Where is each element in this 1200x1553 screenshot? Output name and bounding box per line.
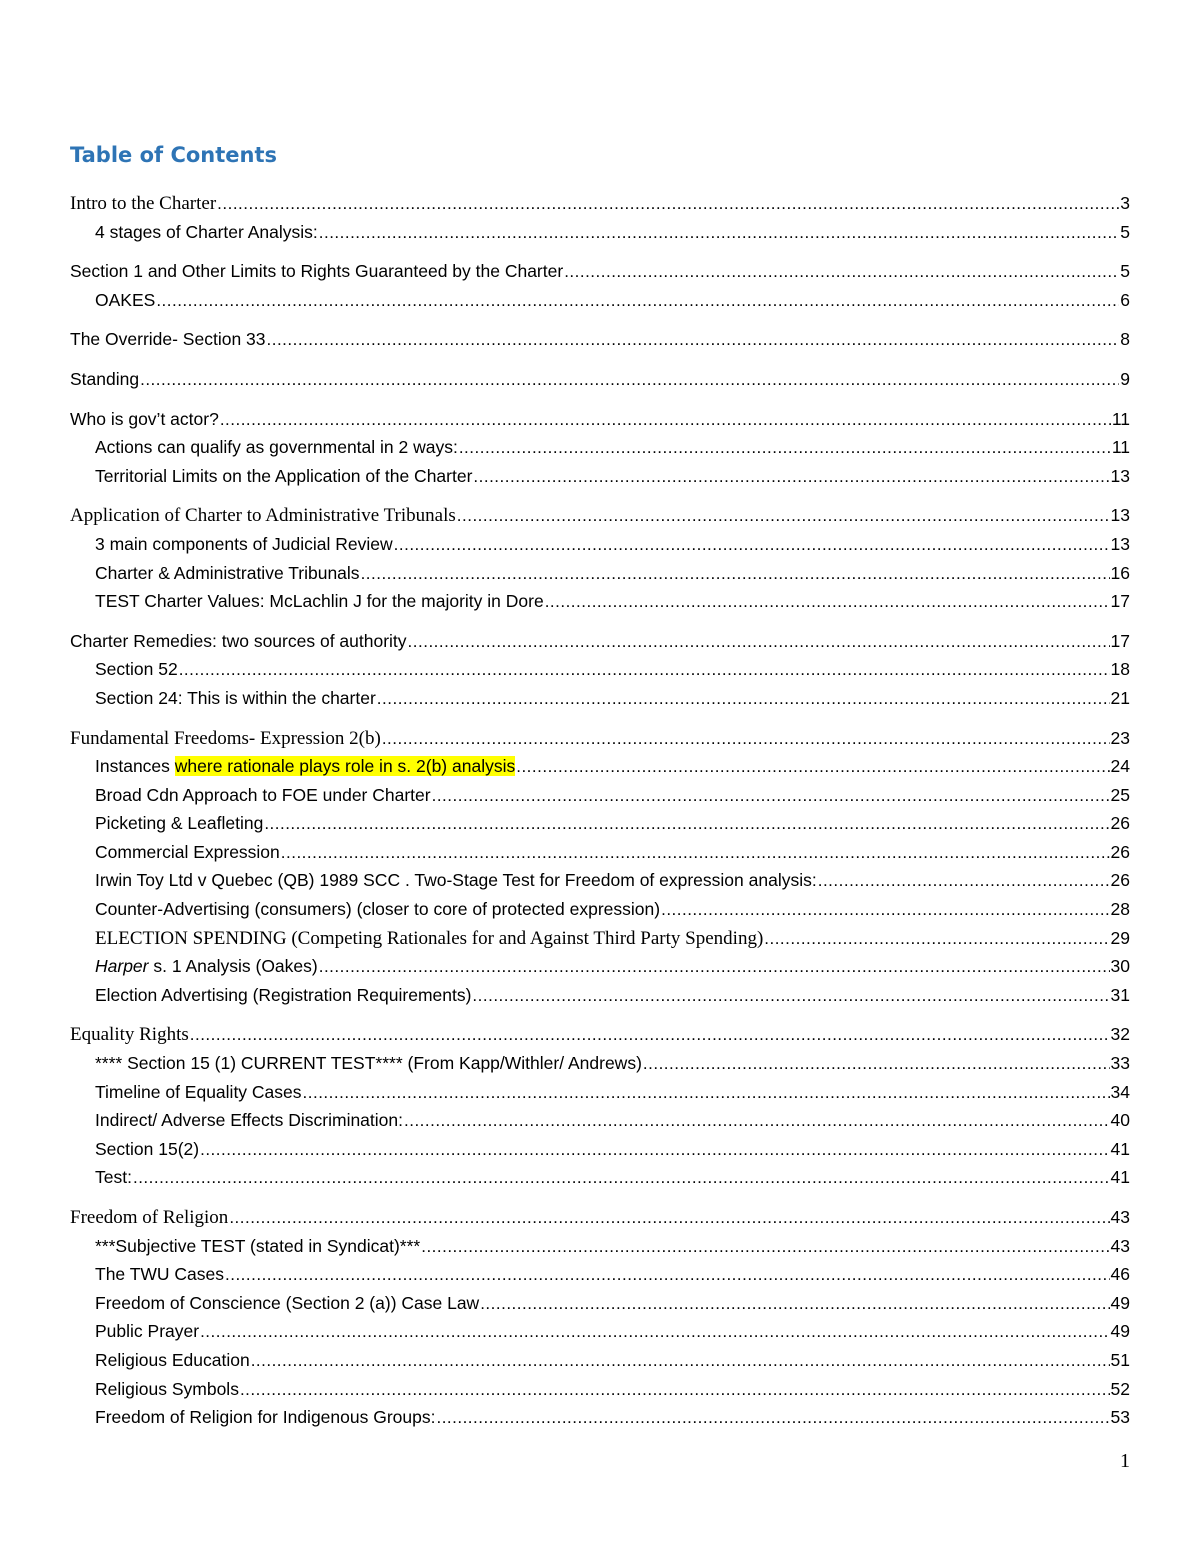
toc-leader [179,656,1110,685]
toc-page-number: 17 [1110,630,1130,651]
toc-page-number: 23 [1110,727,1130,748]
toc-page-number: 13 [1110,505,1130,526]
toc-entry-text-plain: Instances [95,756,175,777]
toc-entry[interactable] [70,1260,1130,1289]
toc-entry-text: TEST Charter Values: McLachlin J for the majority in Dore [95,591,544,612]
toc-entry[interactable] [70,895,1130,924]
toc-entry[interactable] [70,981,1130,1010]
toc-leader [264,810,1109,839]
toc-page-number: 40 [1110,1110,1130,1131]
toc-entry[interactable] [70,1135,1130,1164]
toc-entry-text: Election Advertising (Registration Requirements) [95,984,472,1005]
toc-page-number: 11 [1111,437,1130,458]
toc-leader [564,258,1119,287]
toc-page-number: 52 [1110,1378,1130,1399]
toc-entry[interactable] [70,257,1130,286]
toc-leader [190,1021,1110,1050]
toc-leader [818,867,1110,896]
toc-page-number: 33 [1110,1053,1130,1074]
toc-page-number: 32 [1110,1024,1130,1045]
toc-leader [545,588,1110,617]
toc-page-number: 8 [1120,329,1130,350]
toc-leader [661,896,1109,925]
toc-page-number: 16 [1110,562,1130,583]
toc-entry[interactable] [70,1163,1130,1192]
toc-entry-text: Standing [70,368,140,389]
toc-entry[interactable] [70,952,1130,981]
toc-entry[interactable] [70,530,1130,559]
toc-entry[interactable] [70,501,1130,530]
toc-entry[interactable] [70,559,1130,588]
toc-entry-text: Section 1 and Other Limits to Rights Guaranteed by the Charter [70,261,564,282]
toc-entry[interactable] [70,587,1130,616]
toc-entry[interactable] [70,462,1130,491]
toc-entry[interactable] [70,286,1130,315]
toc-leader [133,1164,1110,1193]
toc-page-number: 46 [1110,1264,1130,1285]
toc-entry-text: Actions can qualify as governmental in 2 ways: [95,437,458,458]
toc-leader [200,1136,1109,1165]
toc-leader [319,219,1120,248]
toc-entry-text: Broad Cdn Approach to FOE under Charter [95,784,431,805]
page-number: 1 [1120,1450,1130,1472]
toc-entry[interactable] [70,1232,1130,1261]
toc-page-number: 41 [1110,1167,1130,1188]
toc-entry[interactable] [70,1106,1130,1135]
toc-entry-text: 3 main components of Judicial Review [95,533,393,554]
toc-entry[interactable] [70,1020,1130,1049]
toc-entry-text: Commercial Expression [95,841,280,862]
toc-leader [404,1107,1110,1136]
toc-page-number: 25 [1110,784,1130,805]
toc-page-number: 11 [1111,408,1130,429]
toc-leader [377,685,1110,714]
toc-entry[interactable] [70,189,1130,218]
toc-entry[interactable] [70,1203,1130,1232]
toc-entry-text: Fundamental Freedoms- Expression 2(b) [70,727,381,749]
toc-leader [251,1347,1110,1376]
toc-list [70,189,1130,1432]
toc-leader [319,953,1110,982]
toc-entry[interactable] [70,627,1130,656]
toc-entry[interactable] [70,1289,1130,1318]
toc-page-number: 28 [1110,899,1130,920]
toc-entry-text: Territorial Limits on the Application of the Charter [95,465,473,486]
toc-page-number: 13 [1110,465,1130,486]
toc-leader [459,434,1111,463]
toc-entry-text: OAKES [95,289,156,310]
toc-leader [361,560,1110,589]
toc-entry-text: ***Subjective TEST (stated in Syndicat)*** [95,1235,421,1256]
toc-leader [382,725,1110,754]
toc-leader [200,1318,1109,1347]
toc-entry[interactable] [70,325,1130,354]
toc-title: Table of Contents [70,143,278,167]
toc-leader [643,1050,1110,1079]
toc-leader [473,463,1109,492]
toc-entry[interactable] [70,684,1130,713]
toc-entry-text: Freedom of Conscience (Section 2 (a)) Case Law [95,1292,480,1313]
toc-page-number: 13 [1110,533,1130,554]
toc-page-number: 51 [1110,1349,1130,1370]
toc-entry-text: Picketing & Leafleting [95,813,264,834]
toc-entry[interactable] [70,1049,1130,1078]
toc-entry[interactable] [70,924,1130,953]
toc-leader [140,366,1119,395]
toc-entry[interactable] [70,781,1130,810]
toc-entry-text: Equality Rights [70,1024,189,1046]
toc-entry-text-rest: s. 1 Analysis (Oakes) [148,956,318,977]
toc-entry[interactable] [70,1078,1130,1107]
toc-leader [281,839,1110,868]
toc-entry-text: The TWU Cases [95,1264,225,1285]
toc-entry[interactable] [70,1346,1130,1375]
highlighted-text: where rationale plays role in s. 2(b) analysis [174,756,516,777]
toc-entry-text: ELECTION SPENDING (Competing Rationales for and Against Third Party Spending) [95,927,764,949]
toc-leader [436,1404,1109,1433]
toc-entry-text: Test: [95,1167,132,1188]
toc-page-number: 41 [1110,1138,1130,1159]
toc-page-number: 30 [1110,956,1130,977]
toc-leader [457,502,1110,531]
toc-entry-text [95,952,318,981]
toc-entry-text: Religious Symbols [95,1378,239,1399]
toc-entry-text: Section 15(2) [95,1138,200,1159]
toc-entry-text: Application of Charter to Administrative Tribunals [70,505,456,527]
toc-leader [432,782,1110,811]
toc-leader [408,628,1110,657]
toc-leader [217,190,1119,219]
toc-entry-text: The Override- Section 33 [70,329,266,350]
toc-entry-text: Who is gov’t actor? [70,408,219,429]
toc-entry[interactable] [70,365,1130,394]
toc-page-number: 9 [1120,368,1130,389]
toc-entry-text [95,752,515,781]
toc-leader [394,531,1110,560]
toc-entry[interactable] [70,655,1130,684]
toc-page-number: 3 [1120,193,1130,213]
toc-entry-text: Religious Education [95,1349,250,1370]
toc-page-number: 5 [1120,261,1130,282]
toc-page-number: 17 [1110,591,1130,612]
toc-page-number: 53 [1110,1407,1130,1428]
toc-page-number: 21 [1110,687,1130,708]
toc-entry-text: Freedom of Religion for Indigenous Groups: [95,1407,436,1428]
toc-entry[interactable] [70,809,1130,838]
toc-entry-text: Section 24: This is within the charter [95,687,376,708]
toc-leader [156,287,1119,316]
toc-leader [225,1261,1110,1290]
toc-entry[interactable] [70,405,1130,434]
toc-page-number: 49 [1110,1292,1130,1313]
toc-entry-text: Charter & Administrative Tribunals [95,562,360,583]
toc-leader [240,1376,1110,1405]
case-name-italic: Harper [95,956,149,977]
toc-page-number: 26 [1110,813,1130,834]
toc-leader [267,326,1120,355]
toc-page-number: 34 [1110,1081,1130,1102]
toc-entry-text: 4 stages of Charter Analysis: [95,221,318,242]
toc-page-number: 6 [1120,289,1130,310]
toc-leader [303,1079,1110,1108]
toc-entry-text: Section 52 [95,659,178,680]
toc-entry[interactable] [70,866,1130,895]
toc-page-number: 5 [1120,221,1130,242]
toc-page-number: 18 [1110,659,1130,680]
toc-entry[interactable] [70,752,1130,781]
toc-leader [421,1233,1109,1262]
toc-entry[interactable] [70,1375,1130,1404]
toc-entry[interactable] [70,218,1130,247]
toc-page-number: 26 [1110,841,1130,862]
toc-leader [472,982,1109,1011]
toc-page-number: 43 [1110,1207,1130,1227]
toc-leader [480,1290,1109,1319]
toc-entry-text: Counter-Advertising (consumers) (closer to core of protected expression) [95,899,661,920]
toc-entry-text: Freedom of Religion [70,1207,229,1228]
toc-page-number: 29 [1110,927,1130,948]
toc-entry-text: Timeline of Equality Cases [95,1081,302,1102]
toc-entry[interactable] [70,724,1130,753]
toc-page-number: 31 [1110,984,1130,1005]
toc-entry-text: Indirect/ Adverse Effects Discrimination: [95,1110,403,1131]
toc-entry-text: Irwin Toy Ltd v Quebec (QB) 1989 SCC . Two-Stage Test for Freedom of expression analysis: [95,870,817,891]
toc-entry-text: Public Prayer [95,1321,200,1342]
toc-entry[interactable] [70,838,1130,867]
toc-entry-text: Charter Remedies: two sources of authority [70,630,407,651]
toc-leader [220,406,1111,435]
toc-entry-text: Intro to the Charter [70,193,217,214]
toc-entry[interactable] [70,1403,1130,1432]
toc-entry-text: **** Section 15 (1) CURRENT TEST**** (From Kapp/Withler/ Andrews) [95,1053,642,1074]
toc-entry[interactable] [70,1317,1130,1346]
toc-leader [229,1204,1109,1233]
toc-page-number: 26 [1110,870,1130,891]
toc-leader [764,925,1109,954]
toc-page-number: 49 [1110,1321,1130,1342]
toc-leader [516,753,1109,782]
toc-entry[interactable] [70,433,1130,462]
toc-page-number: 43 [1110,1235,1130,1256]
toc-page-number: 24 [1110,756,1130,777]
